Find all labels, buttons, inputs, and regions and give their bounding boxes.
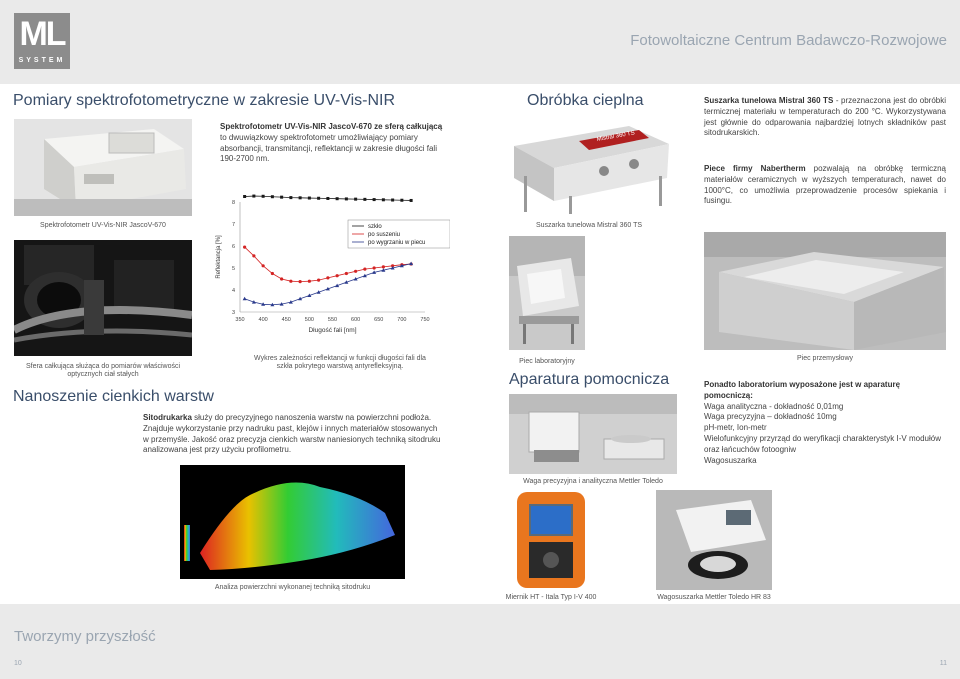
aux-item: pH-metr, Ion-metr <box>704 423 767 433</box>
y-tick-label: 4 <box>231 288 235 294</box>
series-point <box>317 279 320 282</box>
series-point <box>373 198 376 201</box>
legend-entry: po suszeniu <box>368 232 401 238</box>
x-tick-label: 700 <box>397 317 407 323</box>
series-point <box>289 280 292 283</box>
heat-treatment-title: Obróbka cieplna <box>527 92 644 109</box>
series-point <box>354 270 357 273</box>
series-point <box>326 197 329 200</box>
main-content <box>0 84 960 604</box>
series-point <box>299 280 302 283</box>
series-point <box>243 246 246 249</box>
x-axis-label: Długość fali [nm] <box>308 327 357 334</box>
legend-entry: po wygrzaniu w piecu <box>368 240 426 246</box>
x-tick-label: 750 <box>420 317 430 323</box>
spectro-desc-bold: Spektrofotometr UV-Vis-NIR JascoV-670 ze sferą całkującą <box>220 122 443 131</box>
series-point <box>252 254 255 257</box>
aux-equipment-list <box>704 380 950 466</box>
dryer-desc-bold: Suszarka tunelowa Mistral 360 TS <box>704 96 834 105</box>
series-point <box>299 196 302 199</box>
brand-title: Fotowoltaiczne Centrum Badawczo-Rozwojowe <box>630 32 947 49</box>
caption-spectro-device: Spektrofotometr UV-Vis-NIR JascoV-670 <box>40 222 166 229</box>
series-point <box>326 276 329 279</box>
moisture-analyzer-photo <box>656 490 772 590</box>
integrating-sphere-photo <box>14 240 192 356</box>
thin-films-description <box>143 413 443 456</box>
dryer-description <box>704 96 946 139</box>
series-point <box>363 198 366 201</box>
caption-meter: Miernik HT - Itala Typ I-V 400 <box>505 594 597 601</box>
series-point <box>280 196 283 199</box>
series-point <box>289 196 292 199</box>
logo-sub-text: SYSTEM <box>18 57 66 64</box>
legend-entry: szkło <box>368 224 382 230</box>
thin-films-title: Nanoszenie cienkich warstw <box>13 388 214 405</box>
page-footer <box>0 604 960 679</box>
x-tick-label: 600 <box>351 317 361 323</box>
series-point <box>400 199 403 202</box>
series-point <box>345 197 348 200</box>
series-point <box>363 268 366 271</box>
series-point <box>373 266 376 269</box>
series-point <box>382 265 385 268</box>
x-tick-label: 500 <box>304 317 314 323</box>
series-point <box>410 199 413 202</box>
series-line-2 <box>245 264 412 305</box>
x-tick-label: 550 <box>327 317 338 323</box>
page-header <box>0 0 960 84</box>
caption-moisture: Wagosuszarka Mettler Toledo HR 83 <box>657 594 771 601</box>
reflectance-chart <box>210 192 450 342</box>
series-point <box>252 195 255 198</box>
y-tick-label: 3 <box>231 310 235 316</box>
aux-item: Waga analityczna - dokładność 0,01mg <box>704 401 844 411</box>
page-number-left: 10 <box>14 660 22 667</box>
aux-item: Waga precyzyjna – dokładność 10mg <box>704 412 837 422</box>
spectro-title: Pomiary spektrofotometryczne w zakresie UV-Vis-NIR <box>13 92 396 109</box>
series-point <box>308 197 311 200</box>
y-tick-label: 8 <box>231 200 235 206</box>
series-point <box>336 197 339 200</box>
series-point <box>345 272 348 275</box>
caption-ind-furnace: Piec przemysłowy <box>796 355 853 362</box>
spectro-desc-rest: to dwuwiązkowy spektrofotometr umożliwiający pomiary absorbancji, transmitancji, reflektancji w zakresie długości fali 190-2700 nm. <box>220 132 437 164</box>
series-point <box>262 195 265 198</box>
x-tick-label: 450 <box>281 317 291 323</box>
thin-desc-bold: Sitodrukarka <box>143 413 192 422</box>
thin-desc-rest: służy do precyzyjnego nanoszenia warstw na powierzchni podłoża. Znajduje wykorzystanie przy nadruku past, klejów i innych materiałów stosowanych w przemyśle. Jakość oraz precyzja cienkich warstw naniesionych techniką sitodruku analizowana jest przy użyciu profilometru. <box>143 413 441 455</box>
footer-slogan: Tworzymy przyszłość <box>14 628 156 645</box>
dryer-label: Mistral 360 TS <box>596 130 636 143</box>
y-tick-label: 7 <box>231 222 235 228</box>
tunnel-dryer-photo <box>509 116 669 214</box>
scale-photo <box>509 394 677 474</box>
series-point <box>271 195 274 198</box>
y-tick-label: 5 <box>231 266 235 272</box>
series-point <box>391 199 394 202</box>
furnace-desc-bold: Piece firmy Nabertherm <box>704 164 806 173</box>
caption-dryer: Suszarka tunelowa Mistral 360 TS <box>535 222 643 229</box>
dryer-desc-rest: - przeznaczona jest do obróbki termicznej materiału w temperaturach do 200 °C. Wykorzystywana jest głównie do odparowania najbardziej lotnych składników past sitodrukarskich. <box>704 96 947 138</box>
x-tick-label: 400 <box>258 317 268 323</box>
series-point <box>336 274 339 277</box>
aux-item: Wagosuszarka <box>704 455 757 465</box>
caption-sphere: Sfera całkująca służąca do pomiarów właściwości optycznych ciał stałych <box>25 363 181 379</box>
aux-item: Wielofunkcyjny przyrząd do weryfikacji charakterystyk I-V modułów oraz łańcuchów fotoogniw <box>704 433 941 454</box>
surface-profile-image <box>180 465 405 579</box>
series-point <box>280 277 283 280</box>
series-point <box>317 197 320 200</box>
series-point <box>308 280 311 283</box>
caption-scale: Waga precyzyjna i analityczna Mettler Toledo <box>523 478 663 485</box>
caption-surface: Analiza powierzchni wykonanej techniką sitodruku <box>214 584 371 591</box>
y-tick-label: 6 <box>231 244 235 250</box>
spectro-description <box>220 122 450 165</box>
x-tick-label: 350 <box>235 317 245 323</box>
page-number-right: 11 <box>939 660 947 667</box>
lab-furnace-photo <box>509 236 585 350</box>
caption-chart: Wykres zależności reflektancji w funkcji długości fali dla szkła pokrytego warstwą antyrefleksyjną. <box>254 355 426 371</box>
series-point <box>354 198 357 201</box>
aux-equipment-title: Aparatura pomocnicza <box>509 371 670 388</box>
caption-lab-furnace: Piec laboratoryjny <box>519 358 575 365</box>
series-point <box>243 195 246 198</box>
furnace-description <box>704 164 946 207</box>
spectrophotometer-photo <box>14 119 192 216</box>
ml-system-logo <box>14 13 70 69</box>
iv-meter-photo <box>509 490 593 590</box>
series-point <box>243 297 247 301</box>
y-axis-label: Reflektancja [%] <box>216 235 222 279</box>
logo-main-text: ML <box>19 15 65 53</box>
series-point <box>382 198 385 201</box>
x-tick-label: 650 <box>374 317 384 323</box>
series-point <box>271 272 274 275</box>
series-point <box>262 264 265 267</box>
industrial-furnace-photo <box>704 232 946 350</box>
furnace-desc-rest: pozwalają na obróbkę termiczną materiałów ceramicznych w wyższych temperaturach, nawet do 1000°C, co umożliwia przeprowadzenie procesów spiekania i fusingu. <box>704 164 946 206</box>
aux-intro: Ponadto laboratorium wyposażone jest w aparaturę pomocniczą: <box>704 380 901 400</box>
